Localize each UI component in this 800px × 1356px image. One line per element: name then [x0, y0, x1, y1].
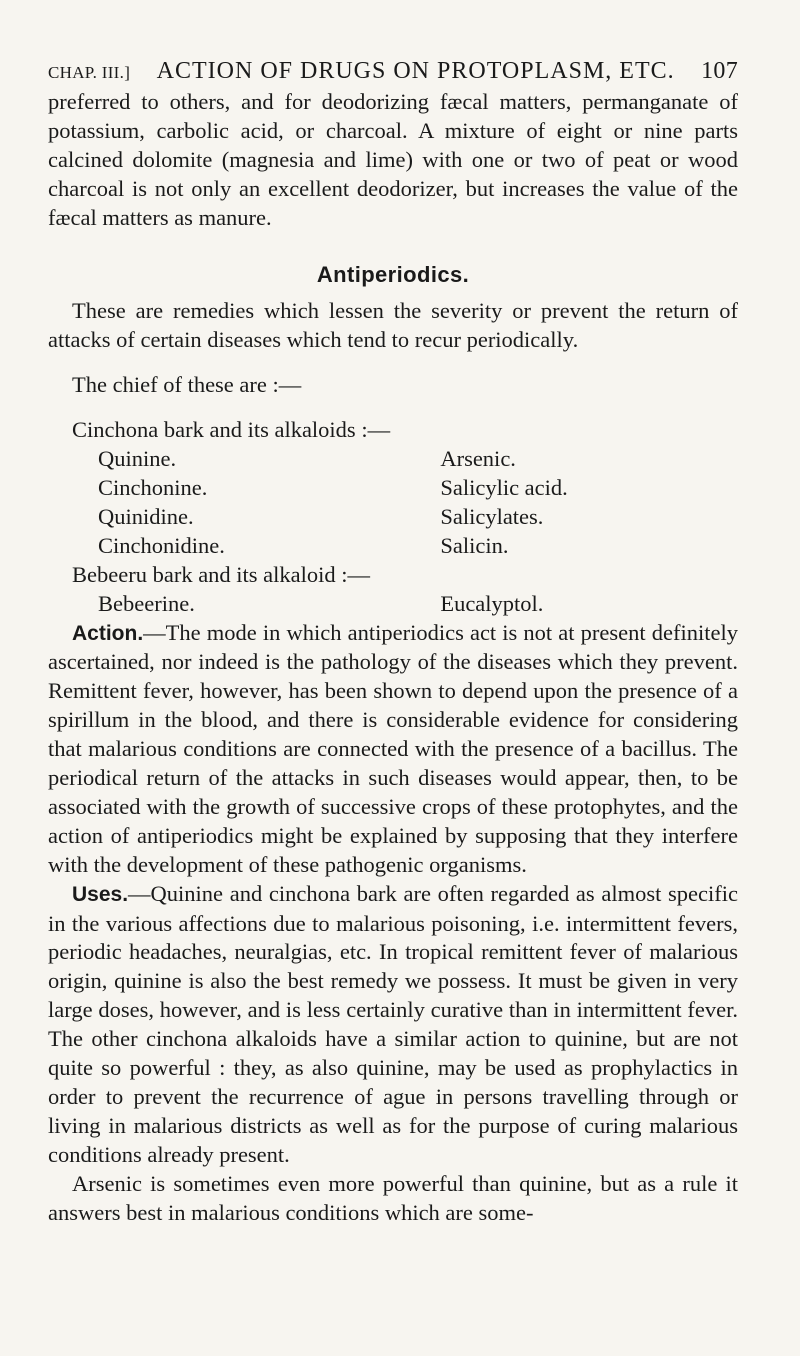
running-header — [48, 58, 738, 85]
action-text: —The mode in which antiperiodics act is not at present definitely ascertained, nor indeed is the pathology of the diseases which they prevent. Remittent fever, however, has been shown to depend upon the presence of a spirillum in the blood, and there is considerable evidence for considering that malarious conditions are connected with the presence of a bacillus. The periodical return of the attacks in such diseases would appear, then, to be associated with the growth of successive crops of these protophytes, and the action of antiperiodics might be explained by supposing that they interfere with the development of these pathogenic organisms. — [48, 619, 738, 877]
list-right-column — [440, 445, 738, 561]
uses-label: Uses. — [72, 882, 129, 906]
list-item: Arsenic. — [440, 446, 516, 472]
uses-paragraph — [48, 880, 738, 1170]
list-left-column — [98, 445, 440, 561]
list-item: Bebeerine. — [98, 590, 195, 616]
list-item: Quinidine. — [98, 503, 194, 529]
uses-text: —Quinine and cinchona bark are often regarded as almost specific in the various affections due to malarious poisoning, i.e. intermittent fevers, periodic headaches, neuralgias, etc. In tropical remittent fever of malarious origin, quinine is also the best remedy we possess. It must be given in very large doses, however, and is less certainly curative than in intermittent fever. The other cinchona alkaloids have a similar action to quinine, but are not quite so powerful : they, as also quinine, may be used as prophylactics in order to prevent the recurrence of ague in persons travelling through or living in malarious districts as well as for the purpose of curing malarious conditions already present. — [48, 880, 738, 1167]
chief-intro: The chief of these are :— — [72, 372, 302, 398]
list-item: Cinchonine. — [98, 474, 208, 500]
bebeeru-intro: Bebeeru bark and its alkaloid :— — [72, 561, 371, 587]
list-item: Cinchonidine. — [98, 532, 225, 558]
page-number: 107 — [701, 58, 738, 84]
arsenic-paragraph: Arsenic is sometimes even more powerful than quinine, but as a rule it answers best in malarious conditions which are some- — [48, 1170, 738, 1225]
list-item: Salicin. — [440, 532, 509, 558]
chapter-label: CHAP. III.] — [48, 63, 131, 82]
bebeeru-list — [48, 590, 738, 619]
list-item: Salicylates. — [440, 503, 544, 529]
action-label: Action. — [72, 621, 144, 645]
list-item: Quinine. — [98, 446, 177, 472]
list-item: Salicylic acid. — [440, 474, 568, 500]
running-title: ACTION OF DRUGS ON PROTOPLASM, ETC. — [156, 58, 675, 84]
intro-paragraph: preferred to others, and for deodorizing fæcal matters, permanganate of potassium, carbolic acid, or charcoal. A mixture of eight or nine parts calcined dolomite (magnesia and lime) with one or two of peat or wood charcoal is not only an excellent deodorizer, but increases the value of the fæcal matters as manure. — [48, 89, 738, 230]
section-heading: Antiperiodics. — [316, 261, 470, 287]
alkaloid-list — [48, 445, 738, 561]
action-paragraph — [48, 619, 738, 880]
list-item: Eucalyptol. — [440, 590, 544, 616]
body-text — [48, 88, 738, 1228]
cinchona-intro: Cinchona bark and its alkaloids :— — [72, 417, 391, 443]
definition-paragraph: These are remedies which lessen the severity or prevent the return of attacks of certain diseases which tend to recur periodically. — [48, 298, 738, 353]
